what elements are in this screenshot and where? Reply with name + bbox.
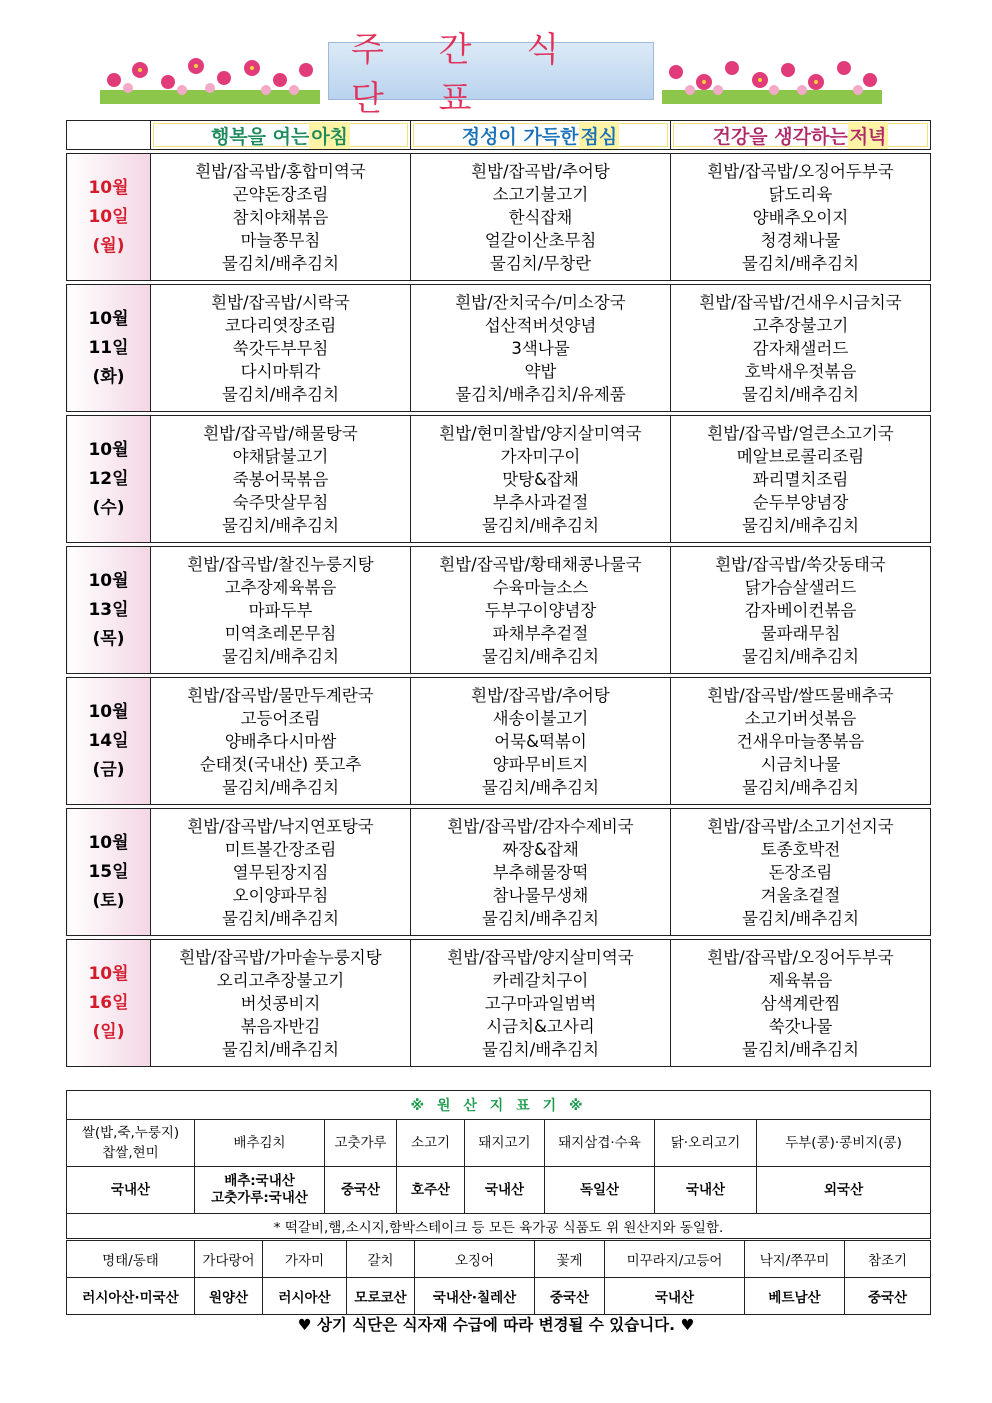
day-row xyxy=(67,547,931,674)
menu-item: 다시마튀각 xyxy=(240,361,321,381)
menu-item: 쑥갓두부무침 xyxy=(232,338,329,358)
menu-item: 맛탕&잡채 xyxy=(502,469,579,489)
menu-item: 물김치/배추김치 xyxy=(481,1039,600,1059)
menu-body xyxy=(67,150,931,1067)
menu-item: 부추사과겉절 xyxy=(492,492,589,512)
origin-row2-items xyxy=(67,1241,931,1278)
menu-item: 닭가슴살샐러드 xyxy=(744,577,857,597)
origin-row2-values xyxy=(67,1278,931,1315)
origin-item: 쌀(밥,죽,누룽지) 찹쌀,현미 xyxy=(67,1120,195,1167)
date-day: 11일 xyxy=(88,337,129,358)
menu-item: 물김치/배추김치 xyxy=(741,646,860,666)
date-day: 13일 xyxy=(88,599,129,620)
menu-item: 열무된장지짐 xyxy=(232,862,329,882)
origin-value: 배추:국내산 고춧가루:국내산 xyxy=(195,1167,325,1214)
menu-item: 흰밥/잡곡밥/황태채콩나물국 xyxy=(439,554,642,574)
menu-item: 물김치/배추김치 xyxy=(221,908,340,928)
menu-item: 물김치/배추김치/유제품 xyxy=(455,384,626,404)
menu-item: 흰밥/잡곡밥/오징어두부국 xyxy=(707,161,894,181)
dinner-cell xyxy=(671,154,931,281)
date-month: 10월 xyxy=(88,570,129,591)
origin-row1-values xyxy=(67,1167,931,1214)
menu-item: 물김치/배추김치 xyxy=(221,253,340,273)
day-row xyxy=(67,416,931,543)
menu-item: 파채부추겉절 xyxy=(492,623,589,643)
lunch-cell xyxy=(411,154,671,281)
menu-item: 물김치/배추김치 xyxy=(221,646,340,666)
menu-item: 물김치/배추김치 xyxy=(221,515,340,535)
menu-item: 물파래무침 xyxy=(760,623,841,643)
origin-item: 가자미 xyxy=(263,1241,347,1278)
menu-item: 닭도리육 xyxy=(768,184,833,204)
menu-item: 참치야채볶음 xyxy=(232,207,329,227)
date-weekday: (일) xyxy=(92,1021,125,1042)
origin-item: 참조기 xyxy=(845,1241,931,1278)
lunch-header xyxy=(411,121,671,150)
menu-item: 카레갈치구이 xyxy=(492,970,589,990)
menu-item: 호박새우젓볶음 xyxy=(744,361,857,381)
menu-item: 흰밥/잡곡밥/가마솥누룽지탕 xyxy=(179,947,382,967)
menu-item: 물김치/배추김치 xyxy=(741,384,860,404)
menu-item: 곤약돈장조림 xyxy=(232,184,329,204)
menu-item: 꽈리멸치조림 xyxy=(752,469,849,489)
dinner-cell xyxy=(671,285,931,412)
menu-item: 야채닭불고기 xyxy=(232,446,329,466)
origin-item: 오징어 xyxy=(415,1241,535,1278)
menu-item: 양배추오이지 xyxy=(752,207,849,227)
origin-item: 배추김치 xyxy=(195,1120,325,1167)
date-cell xyxy=(67,678,151,805)
menu-item: 미역초레몬무침 xyxy=(224,623,337,643)
menu-item: 죽봉어묵볶음 xyxy=(232,469,329,489)
date-month: 10월 xyxy=(88,963,129,984)
date-weekday: (금) xyxy=(92,759,125,780)
lunch-cell xyxy=(411,416,671,543)
dinner-header-key: 저녁 xyxy=(848,122,889,149)
menu-item: 물김치/배추김치 xyxy=(741,253,860,273)
menu-item: 소고기불고기 xyxy=(492,184,589,204)
menu-item: 마늘쫑무침 xyxy=(240,230,321,250)
menu-item: 고추장제육볶음 xyxy=(224,577,337,597)
menu-item: 감자베이컨볶음 xyxy=(744,600,857,620)
menu-item: 물김치/배추김치 xyxy=(221,1039,340,1059)
menu-item: 청경채나물 xyxy=(760,230,841,250)
origin-title: ※ 원 산 지 표 기 ※ xyxy=(67,1091,931,1120)
menu-item: 물김치/배추김치 xyxy=(481,515,600,535)
menu-item: 물김치/배추김치 xyxy=(741,1039,860,1059)
menu-item: 고구마과일범벅 xyxy=(484,993,597,1013)
menu-item: 겨울초겉절 xyxy=(760,885,841,905)
origin-value: 중국산 xyxy=(535,1278,605,1315)
dinner-cell xyxy=(671,809,931,936)
weekly-menu-table xyxy=(66,120,931,1067)
menu-item: 양배추다시마쌈 xyxy=(224,731,337,751)
origin-table-seafood xyxy=(66,1240,931,1315)
menu-item: 흰밥/잡곡밥/홍합미역국 xyxy=(195,161,366,181)
date-month: 10월 xyxy=(88,832,129,853)
menu-item: 흰밥/잡곡밥/얼큰소고기국 xyxy=(707,423,894,443)
menu-item: 삼색계란찜 xyxy=(760,993,841,1013)
menu-item: 흰밥/잡곡밥/건새우시금치국 xyxy=(699,292,902,312)
meal-header-row xyxy=(67,121,931,150)
menu-item: 물김치/배추김치 xyxy=(481,646,600,666)
footer-notice: ♥ 상기 식단은 식자재 수급에 따라 변경될 수 있습니다. ♥ xyxy=(297,1316,695,1334)
date-day: 10일 xyxy=(88,206,129,227)
date-weekday: (월) xyxy=(92,235,125,256)
date-weekday: (토) xyxy=(92,890,125,911)
menu-item: 메알브로콜리조림 xyxy=(736,446,865,466)
menu-item: 한식잡채 xyxy=(508,207,573,227)
menu-item: 가자미구이 xyxy=(500,446,581,466)
origin-value: 원양산 xyxy=(195,1278,263,1315)
menu-item: 흰밥/잡곡밥/추어탕 xyxy=(471,161,610,181)
menu-item: 고등어조림 xyxy=(240,708,321,728)
breakfast-cell xyxy=(151,285,411,412)
lunch-header-text: 정성이 가득한 xyxy=(461,125,579,148)
origin-item: 꽃게 xyxy=(535,1241,605,1278)
menu-item: 순두부양념장 xyxy=(752,492,849,512)
menu-item: 얼갈이산초무침 xyxy=(484,230,597,250)
breakfast-header-key: 아침 xyxy=(309,122,350,149)
date-day: 14일 xyxy=(88,730,129,751)
menu-item: 흰밥/잡곡밥/해물탕국 xyxy=(203,423,358,443)
origin-value: 외국산 xyxy=(757,1167,931,1214)
menu-item: 숙주맛살무침 xyxy=(232,492,329,512)
menu-item: 양파무비트지 xyxy=(492,754,589,774)
menu-item: 순태젓(국내산) 풋고추 xyxy=(199,754,362,774)
origin-value: 국내산·칠레산 xyxy=(415,1278,535,1315)
day-row xyxy=(67,678,931,805)
date-day: 15일 xyxy=(88,861,129,882)
origin-item: 가다랑어 xyxy=(195,1241,263,1278)
date-cell xyxy=(67,547,151,674)
breakfast-header-text: 행복을 여는 xyxy=(210,125,310,148)
breakfast-cell xyxy=(151,940,411,1067)
menu-item: 흰밥/잔치국수/미소장국 xyxy=(455,292,626,312)
menu-item: 수육마늘소스 xyxy=(492,577,589,597)
menu-item: 부추해물장떡 xyxy=(492,862,589,882)
menu-item: 흰밥/잡곡밥/시락국 xyxy=(211,292,350,312)
menu-item: 시금치나물 xyxy=(760,754,841,774)
menu-item: 시금치&고사리 xyxy=(486,1016,595,1036)
menu-item: 참나물무생채 xyxy=(492,885,589,905)
menu-item: 소고기버섯볶음 xyxy=(744,708,857,728)
origin-value: 중국산 xyxy=(845,1278,931,1315)
flower-border-right xyxy=(662,50,882,104)
menu-item: 오이양파무침 xyxy=(232,885,329,905)
breakfast-cell xyxy=(151,416,411,543)
day-row xyxy=(67,940,931,1067)
menu-item: 돈장조림 xyxy=(768,862,833,882)
corner-cell xyxy=(67,121,151,150)
flower-border-left xyxy=(100,50,320,104)
date-weekday: (화) xyxy=(92,366,125,387)
origin-item: 미꾸라지/고등어 xyxy=(605,1241,745,1278)
menu-item: 고추장불고기 xyxy=(752,315,849,335)
origin-item: 명태/동태 xyxy=(67,1241,195,1278)
dinner-header-text: 건강을 생각하는 xyxy=(712,125,848,148)
date-month: 10월 xyxy=(88,701,129,722)
origin-item: 돼지삼겹·수육 xyxy=(545,1120,655,1167)
origin-value: 국내산 xyxy=(605,1278,745,1315)
menu-item: 볶음자반김 xyxy=(240,1016,321,1036)
lunch-cell xyxy=(411,678,671,805)
origin-value: 독일산 xyxy=(545,1167,655,1214)
lunch-cell xyxy=(411,547,671,674)
origin-item: 고춧가루 xyxy=(325,1120,397,1167)
menu-item: 코다리엿장조림 xyxy=(224,315,337,335)
lunch-header-key: 점심 xyxy=(579,122,620,149)
origin-note: * 떡갈비,햄,소시지,함박스테이크 등 모든 육가공 식품도 위 원산지와 동일함. xyxy=(67,1214,931,1239)
date-cell xyxy=(67,154,151,281)
menu-item: 버섯콩비지 xyxy=(240,993,321,1013)
menu-item: 물김치/배추김치 xyxy=(741,908,860,928)
date-cell xyxy=(67,285,151,412)
menu-item: 물김치/배추김치 xyxy=(741,515,860,535)
date-cell xyxy=(67,416,151,543)
origin-value: 중국산 xyxy=(325,1167,397,1214)
origin-row1-items xyxy=(67,1120,931,1167)
origin-value: 국내산 xyxy=(67,1167,195,1214)
menu-item: 흰밥/잡곡밥/쌀뜨물배추국 xyxy=(707,685,894,705)
date-month: 10월 xyxy=(88,308,129,329)
menu-title-banner xyxy=(328,30,654,119)
dinner-cell xyxy=(671,940,931,1067)
menu-item: 흰밥/잡곡밥/오징어두부국 xyxy=(707,947,894,967)
breakfast-cell xyxy=(151,678,411,805)
menu-item: 흰밥/잡곡밥/찰진누룽지탕 xyxy=(187,554,374,574)
menu-item: 섭산적버섯양념 xyxy=(484,315,597,335)
menu-item: 건새우마늘쫑볶음 xyxy=(736,731,865,751)
menu-item: 흰밥/잡곡밥/추어탕 xyxy=(471,685,610,705)
breakfast-cell xyxy=(151,547,411,674)
origin-item: 갈치 xyxy=(347,1241,415,1278)
breakfast-cell xyxy=(151,809,411,936)
origin-table xyxy=(66,1090,931,1239)
menu-item: 물김치/무창란 xyxy=(489,253,592,273)
lunch-cell xyxy=(411,940,671,1067)
page-title: 주 간 식 단 표 xyxy=(351,30,582,119)
date-month: 10월 xyxy=(88,177,129,198)
menu-item: 미트볼간장조림 xyxy=(224,839,337,859)
menu-item: 흰밥/잡곡밥/양지살미역국 xyxy=(447,947,634,967)
menu-item: 흰밥/잡곡밥/물만두계란국 xyxy=(187,685,374,705)
menu-item: 토종호박전 xyxy=(760,839,841,859)
lunch-cell xyxy=(411,809,671,936)
menu-item: 흰밥/잡곡밥/소고기선지국 xyxy=(707,816,894,836)
menu-item: 감자채샐러드 xyxy=(752,338,849,358)
header xyxy=(0,30,992,119)
menu-item: 흰밥/현미찰밥/양지살미역국 xyxy=(439,423,642,443)
origin-value: 러시아산 xyxy=(263,1278,347,1315)
origin-item: 닭·오리고기 xyxy=(655,1120,757,1167)
dinner-cell xyxy=(671,416,931,543)
day-row xyxy=(67,285,931,412)
origin-value: 국내산 xyxy=(465,1167,545,1214)
menu-item: 제육볶음 xyxy=(768,970,833,990)
menu-item: 두부구이양념장 xyxy=(484,600,597,620)
origin-value: 국내산 xyxy=(655,1167,757,1214)
menu-item: 물김치/배추김치 xyxy=(741,777,860,797)
breakfast-header xyxy=(151,121,411,150)
menu-item: 3색나물 xyxy=(511,338,570,358)
date-day: 12일 xyxy=(88,468,129,489)
dinner-cell xyxy=(671,678,931,805)
origin-item: 소고기 xyxy=(397,1120,465,1167)
date-weekday: (수) xyxy=(92,497,125,518)
menu-item: 짜장&잡채 xyxy=(502,839,579,859)
dinner-header xyxy=(671,121,931,150)
date-month: 10월 xyxy=(88,439,129,460)
date-day: 16일 xyxy=(88,992,129,1013)
origin-item: 돼지고기 xyxy=(465,1120,545,1167)
menu-item: 마파두부 xyxy=(248,600,313,620)
origin-value: 러시아산·미국산 xyxy=(67,1278,195,1315)
day-row xyxy=(67,154,931,281)
origin-item: 두부(콩)·콩비지(콩) xyxy=(757,1120,931,1167)
origin-value: 모로코산 xyxy=(347,1278,415,1315)
origin-value: 호주산 xyxy=(397,1167,465,1214)
date-weekday: (목) xyxy=(92,628,125,649)
menu-item: 물김치/배추김치 xyxy=(221,384,340,404)
menu-item: 물김치/배추김치 xyxy=(481,908,600,928)
dinner-cell xyxy=(671,547,931,674)
menu-item: 물김치/배추김치 xyxy=(481,777,600,797)
menu-item: 물김치/배추김치 xyxy=(221,777,340,797)
menu-item: 흰밥/잡곡밥/쑥갓동태국 xyxy=(715,554,886,574)
menu-item: 흰밥/잡곡밥/감자수제비국 xyxy=(447,816,634,836)
date-cell xyxy=(67,809,151,936)
menu-item: 새송이불고기 xyxy=(492,708,589,728)
origin-value: 베트남산 xyxy=(745,1278,845,1315)
breakfast-cell xyxy=(151,154,411,281)
menu-item: 오리고추장불고기 xyxy=(216,970,345,990)
menu-item: 흰밥/잡곡밥/낙지연포탕국 xyxy=(187,816,374,836)
day-row xyxy=(67,809,931,936)
menu-item: 쑥갓나물 xyxy=(768,1016,833,1036)
menu-item: 어묵&떡볶이 xyxy=(494,731,587,751)
origin-item: 낙지/쭈꾸미 xyxy=(745,1241,845,1278)
date-cell xyxy=(67,940,151,1067)
menu-item: 약밥 xyxy=(524,361,557,381)
lunch-cell xyxy=(411,285,671,412)
